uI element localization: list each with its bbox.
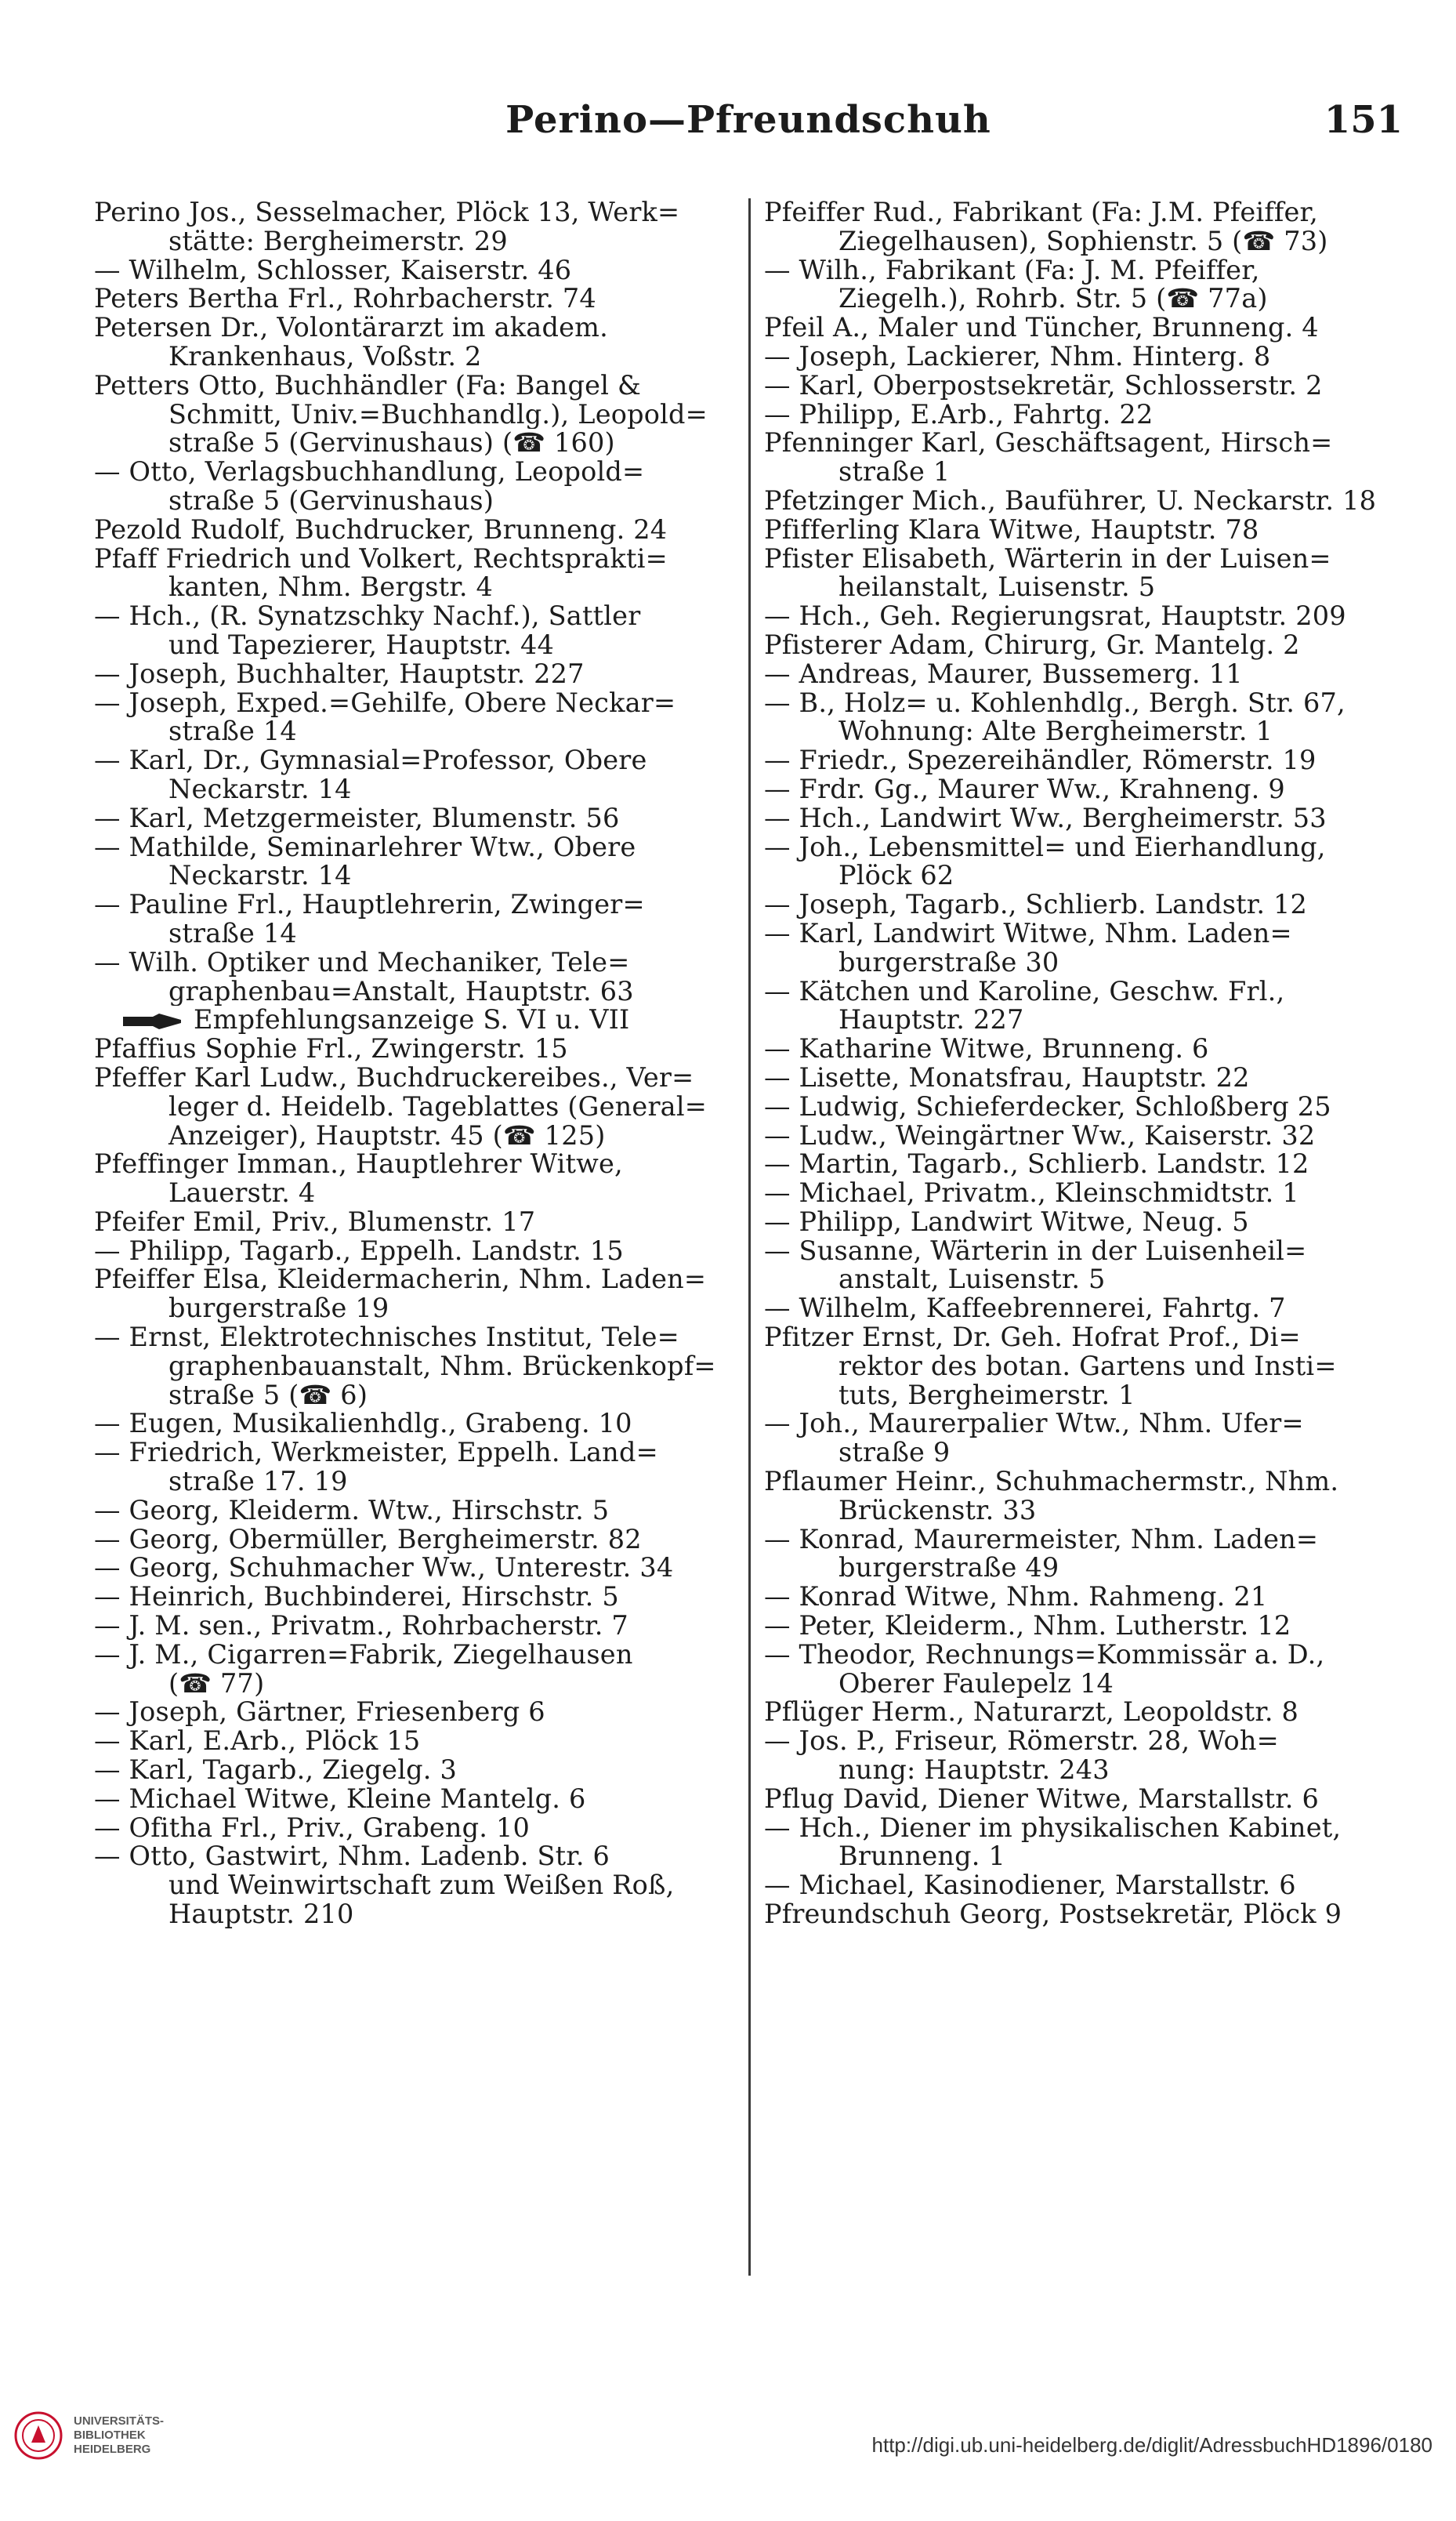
entry-text: — Georg, Kleiderm. Wtw., Hirschstr. 5 — [94, 1496, 610, 1525]
directory-entry-line — [764, 861, 1405, 891]
entry-text: — Heinrich, Buchbinderei, Hirschstr. 5 — [94, 1583, 619, 1612]
entry-text: — Eugen, Musikalienhdlg., Grabeng. 10 — [94, 1409, 632, 1439]
entry-text: — Martin, Tagarb., Schlierb. Landstr. 12 — [764, 1150, 1309, 1180]
entry-text: — Friedrich, Werkmeister, Eppelh. Land= — [94, 1438, 658, 1468]
entry-text: Petersen Dr., Volontärarzt im akadem. — [94, 314, 608, 343]
entry-text: Peters Bertha Frl., Rohrbacherstr. 74 — [94, 285, 596, 314]
directory-entry-line — [94, 1093, 735, 1122]
directory-entry-line — [764, 256, 1405, 285]
directory-entry-line — [764, 1842, 1405, 1871]
entry-text: — Karl, Dr., Gymnasial=Professor, Obere — [94, 746, 647, 775]
entry-text: Pflaumer Heinr., Schuhmachermstr., Nhm. — [764, 1467, 1339, 1496]
entry-text: stätte: Bergheimerstr. 29 — [168, 227, 508, 256]
directory-entry-line — [764, 631, 1405, 660]
directory-entry-line — [94, 1496, 735, 1525]
entry-text: — Joseph, Gärtner, Friesenberg 6 — [94, 1698, 545, 1728]
directory-entry-line — [764, 775, 1405, 804]
entry-text: — Karl, E.Arb., Plöck 15 — [94, 1727, 421, 1757]
directory-entry-line — [764, 227, 1405, 256]
entry-text: — Konrad, Maurermeister, Nhm. Laden= — [764, 1525, 1319, 1554]
directory-entry-line — [764, 487, 1405, 516]
entry-text: — Konrad Witwe, Nhm. Rahmeng. 21 — [764, 1583, 1268, 1612]
entry-text: Pfreundschuh Georg, Postsekretär, Plöck 9 — [764, 1900, 1342, 1929]
directory-entry-line — [94, 1122, 735, 1151]
library-name — [74, 2414, 164, 2457]
directory-entry-line — [764, 1496, 1405, 1525]
entry-text: Pfeiffer Elsa, Kleidermacherin, Nhm. Laden= — [94, 1265, 707, 1295]
entry-text: Pfaff Friedrich und Volkert, Rechtsprakti= — [94, 544, 668, 574]
entry-text: Pfifferling Klara Witwe, Hauptstr. 78 — [764, 515, 1259, 545]
entry-text: Pfetzinger Mich., Bauführer, U. Neckarstr. 18 — [764, 486, 1377, 516]
entry-text: — Wilhelm, Schlosser, Kaiserstr. 46 — [94, 256, 572, 285]
directory-entry-line — [764, 545, 1405, 574]
entry-text: — Jos. P., Friseur, Römerstr. 28, Woh= — [764, 1727, 1279, 1757]
directory-entry-line — [94, 227, 735, 256]
directory-entry-line — [764, 602, 1405, 631]
entry-text: — Philipp, Tagarb., Eppelh. Landstr. 15 — [94, 1236, 624, 1266]
entry-text: straße 9 — [838, 1438, 951, 1468]
directory-entry-line — [764, 1785, 1405, 1814]
source-url[interactable]: http://digi.ub.uni-heidelberg.de/diglit/AdressbuchHD1896/0180 — [871, 2433, 1432, 2457]
entry-text: graphenbau=Anstalt, Hauptstr. 63 — [168, 977, 634, 1007]
entry-text: graphenbauanstalt, Nhm. Brückenkopf= — [168, 1351, 716, 1381]
directory-entry-line — [94, 746, 735, 775]
directory-entry-line — [764, 1064, 1405, 1093]
entry-text: — Friedr., Spezereihändler, Römerstr. 19 — [764, 746, 1317, 775]
directory-entry-line — [94, 1323, 735, 1352]
entry-text: Ziegelh.), Rohrb. Str. 5 (☎ 77a) — [838, 285, 1268, 314]
directory-entry-line — [764, 1641, 1405, 1670]
directory-entry-line — [764, 1179, 1405, 1208]
directory-entry-line — [94, 1438, 735, 1467]
directory-entry-line — [764, 1871, 1405, 1900]
left-column — [94, 198, 735, 2315]
directory-entry-line — [94, 573, 735, 602]
directory-entry-line — [94, 1583, 735, 1612]
directory-entry-line — [94, 891, 735, 920]
directory-entry-line — [764, 1814, 1405, 1843]
entry-text: — Katharine Witwe, Brunneng. 6 — [764, 1035, 1209, 1064]
directory-entry-line — [764, 573, 1405, 602]
directory-entry-line — [94, 516, 735, 545]
directory-entry-line — [94, 1208, 735, 1237]
directory-entry-line — [764, 1612, 1405, 1641]
directory-entry-line — [94, 1554, 735, 1583]
directory-entry-line — [764, 1237, 1405, 1266]
entry-text: — Michael, Privatm., Kleinschmidtstr. 1 — [764, 1179, 1299, 1208]
directory-entry-line — [764, 717, 1405, 746]
entry-text: — Karl, Oberpostsekretär, Schlosserstr. 2 — [764, 371, 1323, 401]
entry-text: — Joh., Lebensmittel= und Eierhandlung, — [764, 832, 1326, 862]
entry-text: — Joseph, Tagarb., Schlierb. Landstr. 12 — [764, 891, 1308, 920]
directory-entry-line — [764, 1122, 1405, 1151]
directory-entry-line — [764, 978, 1405, 1007]
entry-text: Pfister Elisabeth, Wärterin in der Luisen= — [764, 544, 1331, 574]
entry-text: — Ernst, Elektrotechnisches Institut, Tele= — [94, 1323, 679, 1352]
entry-text: Wohnung: Alte Bergheimerstr. 1 — [838, 717, 1273, 747]
column-divider — [748, 198, 751, 2276]
right-column — [764, 198, 1405, 2315]
directory-entry-line — [764, 1467, 1405, 1496]
entry-text: Perino Jos., Sesselmacher, Plöck 13, Werk= — [94, 198, 680, 227]
directory-entry-line — [94, 1265, 735, 1294]
entry-text: — B., Holz= u. Kohlenhdlg., Bergh. Str. 67, — [764, 688, 1346, 718]
directory-entry-line — [764, 458, 1405, 487]
entry-text: Plöck 62 — [838, 861, 954, 891]
directory-entry-line — [764, 1583, 1405, 1612]
directory-entry-line — [94, 833, 735, 862]
directory-entry-line — [94, 1237, 735, 1266]
entry-text: — J. M. sen., Privatm., Rohrbacherstr. 7 — [94, 1612, 628, 1641]
entry-text: rektor des botan. Gartens und Insti= — [838, 1351, 1337, 1381]
entry-text: — Georg, Obermüller, Bergheimerstr. 82 — [94, 1525, 642, 1554]
entry-text: Pfeifer Emil, Priv., Blumenstr. 17 — [94, 1207, 536, 1237]
entry-text: — Otto, Gastwirt, Nhm. Ladenb. Str. 6 — [94, 1842, 610, 1872]
entry-text: Anzeiger), Hauptstr. 45 (☎ 125) — [168, 1121, 606, 1151]
entry-text: Krankenhaus, Voßstr. 2 — [168, 342, 482, 372]
entry-text: — Wilhelm, Kaffeebrennerei, Fahrtg. 7 — [764, 1294, 1286, 1324]
directory-entry-line — [94, 256, 735, 285]
entry-text: — Mathilde, Seminarlehrer Wtw., Obere — [94, 832, 636, 862]
directory-entry-line — [764, 1323, 1405, 1352]
entry-text: straße 14 — [168, 919, 297, 949]
entry-text: — Pauline Frl., Hauptlehrerin, Zwinger= — [94, 891, 645, 920]
directory-entry-line — [764, 343, 1405, 372]
directory-entry-line — [764, 660, 1405, 689]
library-name-line: HEIDELBERG — [74, 2443, 151, 2456]
entry-text: — Lisette, Monatsfrau, Hauptstr. 22 — [764, 1063, 1250, 1093]
page-header — [94, 98, 1403, 161]
entry-text: Neckarstr. 14 — [168, 861, 352, 891]
directory-entry-line — [94, 1814, 735, 1843]
entry-text: tuts, Bergheimerstr. 1 — [838, 1380, 1135, 1410]
entry-text: Pfisterer Adam, Chirurg, Gr. Mantelg. 2 — [764, 630, 1300, 660]
directory-entry-line — [764, 949, 1405, 978]
entry-text: — Joh., Maurerpalier Wtw., Nhm. Ufer= — [764, 1409, 1304, 1439]
directory-entry-line — [764, 1381, 1405, 1410]
entry-text: Pflüger Herm., Naturarzt, Leopoldstr. 8 — [764, 1698, 1299, 1728]
entry-text: (☎ 77) — [168, 1669, 265, 1699]
directory-entry-line — [764, 198, 1405, 227]
directory-entry-line — [94, 689, 735, 718]
entry-text: straße 5 (Gervinushaus) (☎ 160) — [168, 429, 615, 459]
directory-entry-line — [764, 1525, 1405, 1554]
library-seal-icon — [14, 2411, 63, 2460]
directory-entry-line — [764, 746, 1405, 775]
directory-entry-line — [94, 1150, 735, 1179]
entry-text: — Georg, Schuhmacher Ww., Unterestr. 34 — [94, 1554, 674, 1583]
directory-entry-line — [94, 545, 735, 574]
directory-entry-line — [764, 429, 1405, 458]
directory-entry-line — [764, 372, 1405, 401]
entry-text: straße 17. 19 — [168, 1467, 348, 1496]
entry-text: Pfeffer Karl Ludw., Buchdruckereibes., Ver= — [94, 1063, 694, 1093]
directory-entry-line — [94, 487, 735, 516]
entry-text: — Hch., Diener im physikalischen Kabinet, — [764, 1813, 1342, 1843]
entry-text: heilanstalt, Luisenstr. 5 — [838, 573, 1156, 603]
directory-entry-line — [94, 920, 735, 949]
directory-entry-line — [764, 689, 1405, 718]
directory-entry-line — [94, 949, 735, 978]
directory-entry-line — [94, 1352, 735, 1381]
directory-entry-line — [94, 1467, 735, 1496]
directory-entry-line — [94, 1035, 735, 1064]
library-logo[interactable] — [14, 2411, 164, 2460]
entry-text: burgerstraße 49 — [838, 1554, 1059, 1583]
entry-text: — Frdr. Gg., Maurer Ww., Krahneng. 9 — [764, 774, 1285, 804]
entry-text: straße 5 (☎ 6) — [168, 1380, 368, 1410]
entry-text: Oberer Faulepelz 14 — [838, 1669, 1114, 1699]
directory-entry-line — [94, 1409, 735, 1438]
directory-entry-line — [764, 1698, 1405, 1727]
directory-entry-line — [94, 372, 735, 401]
directory-entry-line — [94, 775, 735, 804]
directory-entry-line — [764, 1409, 1405, 1438]
entry-text: leger d. Heidelb. Tageblattes (General= — [168, 1092, 708, 1122]
entry-text: Pezold Rudolf, Buchdrucker, Brunneng. 24 — [94, 515, 668, 545]
entry-text: — Karl, Metzgermeister, Blumenstr. 56 — [94, 803, 620, 833]
directory-entry-line — [764, 285, 1405, 314]
directory-entry-line — [94, 1871, 735, 1900]
directory-entry-line — [94, 458, 735, 487]
entry-text: Pfeffinger Imman., Hauptlehrer Witwe, — [94, 1150, 623, 1180]
directory-entry-line — [764, 833, 1405, 862]
entry-text: Schmitt, Univ.=Buchhandlg.), Leopold= — [168, 400, 708, 430]
entry-text: nung: Hauptstr. 243 — [838, 1756, 1110, 1785]
directory-entry-line — [94, 1179, 735, 1208]
entry-text: Ziegelhausen), Sophienstr. 5 (☎ 73) — [838, 227, 1328, 256]
entry-text: — Joseph, Buchhalter, Hauptstr. 227 — [94, 659, 585, 689]
directory-entry-line — [764, 401, 1405, 430]
directory-entry-line — [764, 516, 1405, 545]
directory-entry-line — [764, 920, 1405, 949]
entry-text: Neckarstr. 14 — [168, 774, 352, 804]
directory-entry-line — [94, 861, 735, 891]
directory-entry-line — [94, 314, 735, 343]
entry-text: — Kätchen und Karoline, Geschw. Frl., — [764, 977, 1285, 1007]
entry-text: kanten, Nhm. Bergstr. 4 — [168, 573, 494, 603]
directory-entry-line — [764, 891, 1405, 920]
entry-text: Pfenninger Karl, Geschäftsagent, Hirsch= — [764, 429, 1333, 459]
entry-text: — Ludwig, Schieferdecker, Schloßberg 25 — [764, 1092, 1331, 1122]
directory-entry-line — [764, 1670, 1405, 1699]
directory-entry-line — [764, 314, 1405, 343]
entry-text: und Tapezierer, Hauptstr. 44 — [168, 630, 555, 660]
directory-entry-line — [94, 1785, 735, 1814]
entry-text: — Hch., Geh. Regierungsrat, Hauptstr. 209 — [764, 602, 1346, 631]
directory-entry-line — [94, 717, 735, 746]
entry-text: — Andreas, Maurer, Bussemerg. 11 — [764, 659, 1243, 689]
directory-entry-line — [764, 1208, 1405, 1237]
directory-entry-line — [94, 602, 735, 631]
directory-entry-line — [94, 1670, 735, 1699]
directory-entry-line — [94, 1294, 735, 1323]
entry-text: — Joseph, Exped.=Gehilfe, Obere Neckar= — [94, 688, 676, 718]
entry-text: Pfeiffer Rud., Fabrikant (Fa: J.M. Pfeiffer, — [764, 198, 1318, 227]
directory-entry-line — [764, 1727, 1405, 1756]
entry-text: — J. M., Cigarren=Fabrik, Ziegelhausen — [94, 1640, 633, 1670]
page-number: 151 — [1324, 98, 1403, 142]
directory-entry-line — [94, 401, 735, 430]
directory-entry-line — [94, 1612, 735, 1641]
entry-text: burgerstraße 19 — [168, 1294, 389, 1324]
entry-text: — Hch., Landwirt Ww., Bergheimerstr. 53 — [764, 803, 1327, 833]
directory-entry-line — [94, 198, 735, 227]
entry-text: — Peter, Kleiderm., Nhm. Lutherstr. 12 — [764, 1612, 1291, 1641]
entry-text: — Theodor, Rechnungs=Kommissär a. D., — [764, 1640, 1325, 1670]
directory-entry-line — [764, 1035, 1405, 1064]
entry-text: Pfitzer Ernst, Dr. Geh. Hofrat Prof., Di= — [764, 1323, 1301, 1352]
entry-text: straße 1 — [838, 458, 951, 487]
entry-text: anstalt, Luisenstr. 5 — [838, 1265, 1106, 1295]
entry-text: Lauerstr. 4 — [168, 1179, 316, 1208]
directory-entry-line — [764, 1900, 1405, 1929]
directory-entry-line — [94, 1698, 735, 1727]
directory-entry-line — [94, 1756, 735, 1785]
directory-entry-line — [94, 660, 735, 689]
pointing-hand-icon — [121, 1012, 183, 1031]
directory-entry-line — [764, 1093, 1405, 1122]
directory-entry-line — [764, 1352, 1405, 1381]
entry-text: Hauptstr. 210 — [168, 1900, 354, 1929]
entry-text: — Karl, Landwirt Witwe, Nhm. Laden= — [764, 919, 1292, 949]
library-name-line: BIBLIOTHEK — [74, 2429, 146, 2442]
entry-text: — Hch., (R. Synatzschky Nachf.), Sattler — [94, 602, 641, 631]
entry-text: — Ludw., Weingärtner Ww., Kaiserstr. 32 — [764, 1121, 1316, 1151]
directory-entry-line — [764, 1294, 1405, 1323]
entry-text: — Michael Witwe, Kleine Mantelg. 6 — [94, 1784, 586, 1814]
directory-entry-line — [94, 1006, 735, 1035]
entry-text: — Philipp, E.Arb., Fahrtg. 22 — [764, 400, 1154, 430]
entry-text: Empfehlungsanzeige S. VI u. VII — [194, 1006, 630, 1036]
entry-text: — Wilh., Fabrikant (Fa: J. M. Pfeiffer, — [764, 256, 1260, 285]
entry-text: Hauptstr. 227 — [838, 1006, 1024, 1036]
entry-text: Pflug David, Diener Witwe, Marstallstr. 6 — [764, 1784, 1319, 1814]
entry-text: straße 5 (Gervinushaus) — [168, 486, 494, 516]
directory-entry-line — [94, 1900, 735, 1929]
entry-text: — Susanne, Wärterin in der Luisenheil= — [764, 1236, 1307, 1266]
directory-entry-line — [94, 343, 735, 372]
directory-entry-line — [94, 1381, 735, 1410]
library-name-line: UNIVERSITÄTS- — [74, 2414, 165, 2428]
directory-entry-line — [764, 804, 1405, 833]
page-title: Perino—Pfreundschuh — [505, 98, 991, 142]
directory-entry-line — [764, 1756, 1405, 1785]
entry-text: Pfaffius Sophie Frl., Zwingerstr. 15 — [94, 1035, 568, 1064]
entry-text: straße 14 — [168, 717, 297, 747]
directory-entry-line — [94, 1641, 735, 1670]
entry-text: Brückenstr. 33 — [838, 1496, 1037, 1525]
directory-entry-line — [94, 631, 735, 660]
entry-text: Brunneng. 1 — [838, 1842, 1006, 1872]
directory-entry-line — [764, 1554, 1405, 1583]
directory-entry-line — [764, 1150, 1405, 1179]
directory-entry-line — [764, 1265, 1405, 1294]
entry-text: und Weinwirtschaft zum Weißen Roß, — [168, 1871, 675, 1901]
directory-entry-line — [94, 429, 735, 458]
entry-text: — Ofitha Frl., Priv., Grabeng. 10 — [94, 1813, 531, 1843]
entry-text: — Wilh. Optiker und Mechaniker, Tele= — [94, 948, 630, 978]
directory-entry-line — [764, 1006, 1405, 1035]
entry-text: Pfeil A., Maler und Tüncher, Brunneng. 4 — [764, 314, 1319, 343]
directory-entry-line — [94, 1842, 735, 1871]
directory-entry-line — [94, 285, 735, 314]
directory-entry-line — [94, 804, 735, 833]
entry-text: — Joseph, Lackierer, Nhm. Hinterg. 8 — [764, 342, 1271, 372]
entry-text: — Michael, Kasinodiener, Marstallstr. 6 — [764, 1871, 1296, 1901]
directory-entry-line — [94, 978, 735, 1007]
entry-text: burgerstraße 30 — [838, 948, 1059, 978]
directory-entry-line — [94, 1727, 735, 1756]
entry-text: — Karl, Tagarb., Ziegelg. 3 — [94, 1756, 457, 1785]
footer — [0, 2399, 1456, 2493]
entry-text: — Otto, Verlagsbuchhandlung, Leopold= — [94, 458, 645, 487]
directory-entry-line — [764, 1438, 1405, 1467]
entry-text: — Philipp, Landwirt Witwe, Neug. 5 — [764, 1207, 1249, 1237]
entry-text: Petters Otto, Buchhändler (Fa: Bangel & — [94, 371, 641, 401]
directory-entry-line — [94, 1525, 735, 1554]
directory-entry-line — [94, 1064, 735, 1093]
